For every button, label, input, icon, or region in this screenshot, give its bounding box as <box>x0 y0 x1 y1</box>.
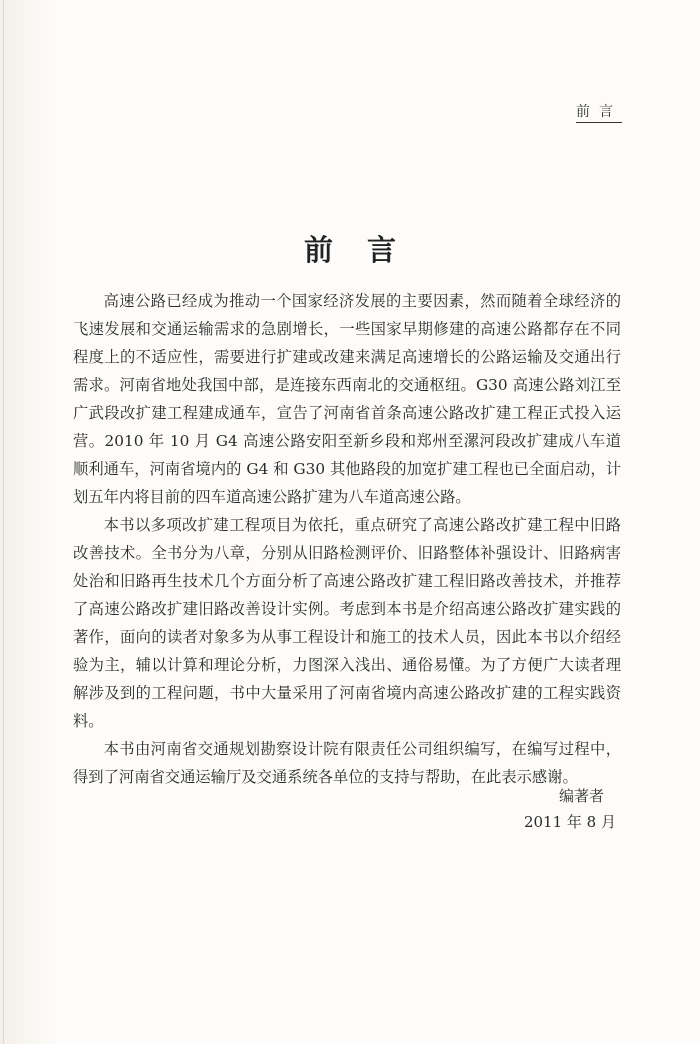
page-edge-shade <box>0 0 60 1044</box>
paragraph-2: 本书以多项改扩建工程项目为依托，重点研究了高速公路改扩建工程中旧路改善技术。全书分为八章，分别从旧路检测评价、旧路整体补强设计、旧路病害处治和旧路再生技术几个方面分析了高速公路改扩建工程旧路改善技术，并推荐了高速公路改扩建旧路改善设计实例。考虑到本书是介绍高速公路改扩建实践的著作，面向的读者对象多为从事工程设计和施工的技术人员，因此本书以介绍经验为主，辅以计算和理论分析，力图深入浅出、通俗易懂。为了方便广大读者理解涉及到的工程问题，书中大量采用了河南省境内高速公路改扩建的工程实践资料。 <box>73 516 621 730</box>
date-label: 2011 年 8 月 <box>523 813 616 831</box>
page-binding-edge <box>3 0 4 1044</box>
preface-body <box>73 287 621 791</box>
running-header: 前言 <box>576 103 622 123</box>
author-label: 编著者 <box>558 787 604 805</box>
paragraph-3: 本书由河南省交通规划勘察设计院有限责任公司组织编写，在编写过程中，得到了河南省交通运输厅及交通系统各单位的支持与帮助，在此表示感谢。 <box>73 740 621 786</box>
paragraph-1: 高速公路已经成为推动一个国家经济发展的主要因素，然而随着全球经济的飞速发展和交通运输需求的急剧增长，一些国家早期修建的高速公路都存在不同程度上的不适应性，需要进行扩建或改建来满足高速增长的公路运输及交通出行需求。河南省地处我国中部，是连接东西南北的交通枢纽。G30 高速公路刘江至广武段改扩建工程建成通车，宣告了河南省首条高速公路改扩建工程正式投入运营。2010 年 10 月 G4 高速公路安阳至新乡段和郑州至漯河段改扩建成八车道顺利通车，河南省境内的 G4 和 G30 其他路段的加宽扩建工程也已全面启动，计划五年内将目前的四车道高速公路扩建为八车道高速公路。 <box>73 292 621 506</box>
page-title: 前言 <box>303 233 430 267</box>
signature-block <box>524 783 616 835</box>
